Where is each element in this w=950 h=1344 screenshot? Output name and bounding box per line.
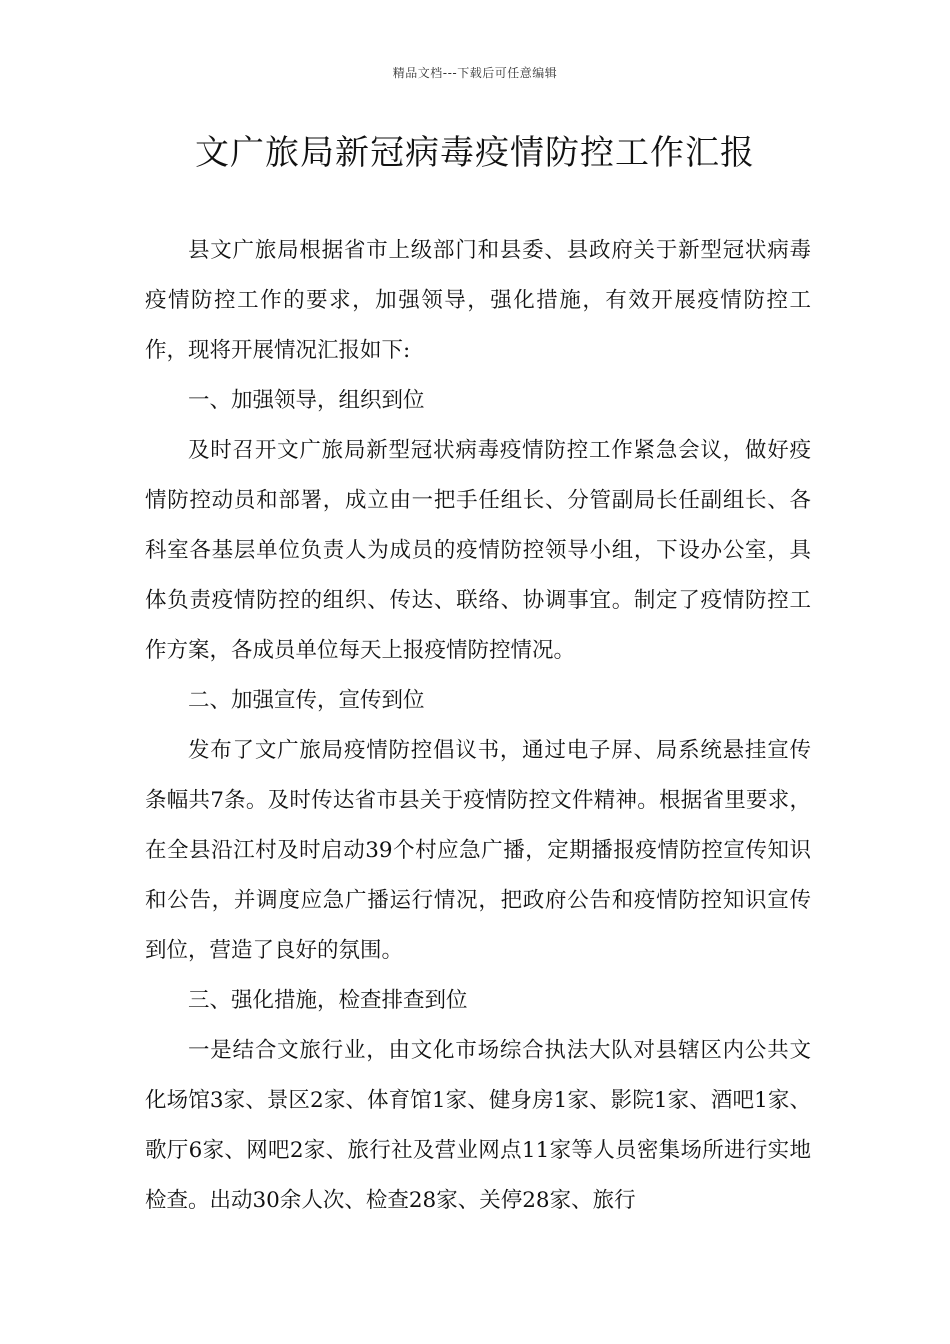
document-title: 文广旅局新冠病毒疫情防控工作汇报 [195,133,755,173]
header-note: 精品文档---下载后可任意编辑 [392,66,558,80]
section-3-paragraph: 一是结合文旅行业，由文化市场综合执法大队对县辖区内公共文化场馆3家、景区2家、体育馆1家、健身房1家、影院1家、酒吧1家、歌厅6家、网吧2家、旅行社及营业网点11家等人员密集场所进行实地检查。出动30余人次、检查28家、关停28家、旅行 [145,1038,811,1213]
section-heading-2: 二、加强宣传，宣传到位 [188,688,425,713]
document-body [145,226,811,1226]
section-heading-3: 三、强化措施，检查排查到位 [188,988,468,1013]
section-2-paragraph: 发布了文广旅局疫情防控倡议书，通过电子屏、局系统悬挂宣传条幅共7条。及时传达省市县关于疫情防控文件精神。根据省里要求，在全县沿江村及时启动39个村应急广播，定期播报疫情防控宣传知识和公告，并调度应急广播运行情况，把政府公告和疫情防控知识宣传到位，营造了良好的氛围。 [145,738,811,963]
section-1-paragraph: 及时召开文广旅局新型冠状病毒疫情防控工作紧急会议，做好疫情防控动员和部署，成立由一把手任组长、分管副局长任副组长、各科室各基层单位负责人为成员的疫情防控领导小组，下设办公室，具体负责疫情防控的组织、传达、联络、协调事宜。制定了疫情防控工作方案，各成员单位每天上报疫情防控情况。 [145,438,811,663]
intro-paragraph: 县文广旅局根据省市上级部门和县委、县政府关于新型冠状病毒疫情防控工作的要求，加强领导，强化措施，有效开展疫情防控工作，现将开展情况汇报如下: [145,238,811,363]
section-heading-1: 一、加强领导，组织到位 [188,388,425,413]
